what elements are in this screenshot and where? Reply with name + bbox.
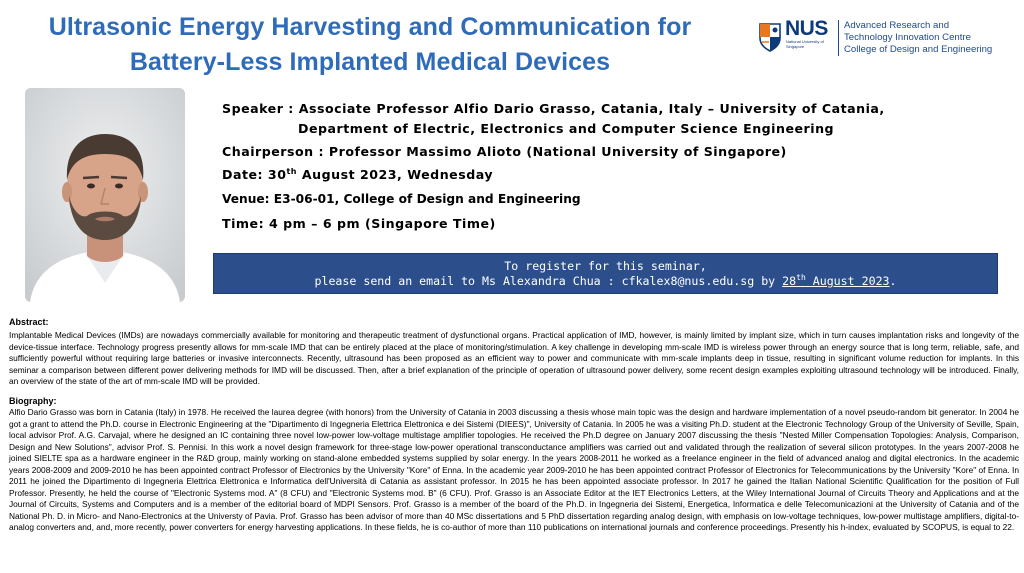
title-line-1: Ultrasonic Energy Harvesting and Communication for: [48, 13, 692, 41]
register-period: .: [889, 274, 897, 288]
org-line-1: Advanced Research and: [844, 20, 950, 31]
date-prefix: Date: 30: [222, 167, 287, 182]
logo-divider: [838, 20, 839, 56]
register-deadline: [782, 274, 889, 288]
nus-wordmark: NUS: [785, 17, 828, 40]
abstract-text: Implantable Medical Devices (IMDs) are nowadays commercially available for monitoring and therapeutic treatment of dysfunctional organs. Practical application of IMD, however, is mainly limited by implant size, which in turn causes implantation risks and longevity of the device-tissue interface. Technology progress presently allows for mm-scale IMD that can be entirely placed at the place of monitoring/stimulation. A key challenge in developing mm-scale IMD is wireless power through an energy source that is long term, reliable, safe, and sufficiently powerful without requiring large batteries or invasive interconnects. Recently, ultrasound has been proposed as an efficient way to power and communicate with mm-scale implants deep in tissue, resulting in significant volume reduction for implants. In this seminar a comparison between different power delivering methods for IMD will be discussed. Then, after a brief explanation of the principle of operation of ultrasound power delivery, some recent design examples exploiting ultrasound technology will be introduced. Finally, an overview of the state of the art of mm-scale IMD will be provided.: [9, 330, 1019, 387]
date-suffix: August 2023, Wednesday: [297, 167, 494, 182]
nus-subtitle: National University of Singapore: [786, 39, 824, 49]
nus-crest-icon: [758, 22, 782, 52]
biography-text: Alfio Dario Grasso was born in Catania (Italy) in 1978. He received the laurea degree (with honors) from the University of Catania in 2003 discussing a thesis whose main topic was the design and hardware implementation of a novel pseudo-random bit generator. In 2004 he got a grant to attend the Ph.D. course in Electronic Engineering at the "Dipartimento di Ingegneria Elettrica Elettronica e dei Sistemi (DIEES)", University of Catania. In 2005 he was a visiting Ph.D. student at the Electronic Technology Group of the University of Seville, Spain, local advisor Prof. A.G. Carvajal, where he designed an IC containing three novel low-power low-voltage multistage amplifier topologies. He received the Ph.D degree on January 2007 discussing the thesis "Nested Miller Compensation Topologies: Analysis, Comparison, Design and New Solutions", advisor Prof. S. Pennisi. In this work a novel design framework for three-stage low-power operational transconductance amplifiers was carried out and validated through the realization of several silicon prototypes. In the years 2007-2008 he joined SIELTE spa as a hardware engineer in the R&D group, mainly working on stand-alone embedded systems supplied by solar energy. In the years 2008-2011 he worked as a freelance engineer in the field of advanced analog and digital electronics. In the academic years 2008-2009 and 2009-2010 he has been appointed contract Professor of Electronics by the University "Kore" of Enna. In the academic year 2009-2010 he has been appointed contract Professor of Electronics for Telecommunications by the University "Kore" of Enna. In 2011 he joined the Dipartimento di Ingegneria Elettrica Elettronica e Informatica dell'Università di Catania as assistant professor. In 2015 he has been appointed associate professor. In 2017 he gained the Italian National Scientific Qualification for the position of Full Professor. Presently, he held the course of "Electronic Systems mod. A" (8 CFU) and "Electronic Systems mod. B" (6 CFU). Prof. Grasso is an Associate Editor at the IET Electronics Letters, at the Wiley International Journal of Circuits Theory and Applications and at the Journal of Circuits, Systems and Computers and is a member of the editorial board of MDPI Sensors. Prof. Grasso is a member of the board of the Ph.D. in Ingegneria dei Sistemi, Energetica, Informatica e delle Telecomunicazioni at the University of Catania and of the National Ph. D. in Micro- and Nano-Electronics at the Universty of Pavia. Prof. Grasso has been advisor of more than 40 MSc dissertations and 5 PhD dissertation regarding analog design, with emphasis on low-voltage techniques, low-power multistage amplifiers, digital-to-analog converters and, and, more recently, power converters for energy harvesting applications. In these fields, he is co-author of more than 110 publications on international journals and conference proceedings. Presently his h-index, evaluated by SCOPUS, is equal to 22.: [9, 407, 1019, 533]
speaker-photo: [25, 88, 185, 302]
deadline-rest: August 2023: [805, 274, 890, 288]
date-line: [222, 167, 493, 182]
date-sup: th: [286, 166, 297, 176]
deadline-day: 28: [782, 274, 797, 288]
nus-logo: [758, 17, 1018, 60]
register-line-2: [214, 274, 997, 289]
speaker-portrait-image: [25, 88, 185, 302]
venue-line: Venue: E3-06-01, College of Design and Engineering: [222, 192, 581, 206]
org-line-3: College of Design and Engineering: [844, 44, 993, 55]
speaker-line-2: Department of Electric, Electronics and Computer Science Engineering: [298, 121, 835, 136]
abstract-heading: Abstract:: [9, 317, 49, 327]
deadline-sup: th: [796, 273, 806, 283]
register-line-1: To register for this seminar,: [504, 259, 707, 273]
registration-banner: [213, 253, 998, 294]
register-text: please send an email to Ms Alexandra Chua : cfkalex8@nus.edu.sg by: [314, 274, 783, 288]
org-name: [844, 20, 992, 56]
title-line-2: Battery-Less Implanted Medical Devices: [129, 48, 611, 76]
time-line: Time: 4 pm – 6 pm (Singapore Time): [222, 216, 496, 231]
chairperson-line: Chairperson : Professor Massimo Alioto (National University of Singapore): [222, 144, 787, 159]
speaker-line-1: Speaker : Associate Professor Alfio Dario Grasso, Catania, Italy – University of Catania,: [222, 101, 885, 116]
org-line-2: Technology Innovation Centre: [844, 32, 971, 43]
biography-heading: Biography:: [9, 396, 57, 406]
seminar-title: [20, 10, 720, 80]
